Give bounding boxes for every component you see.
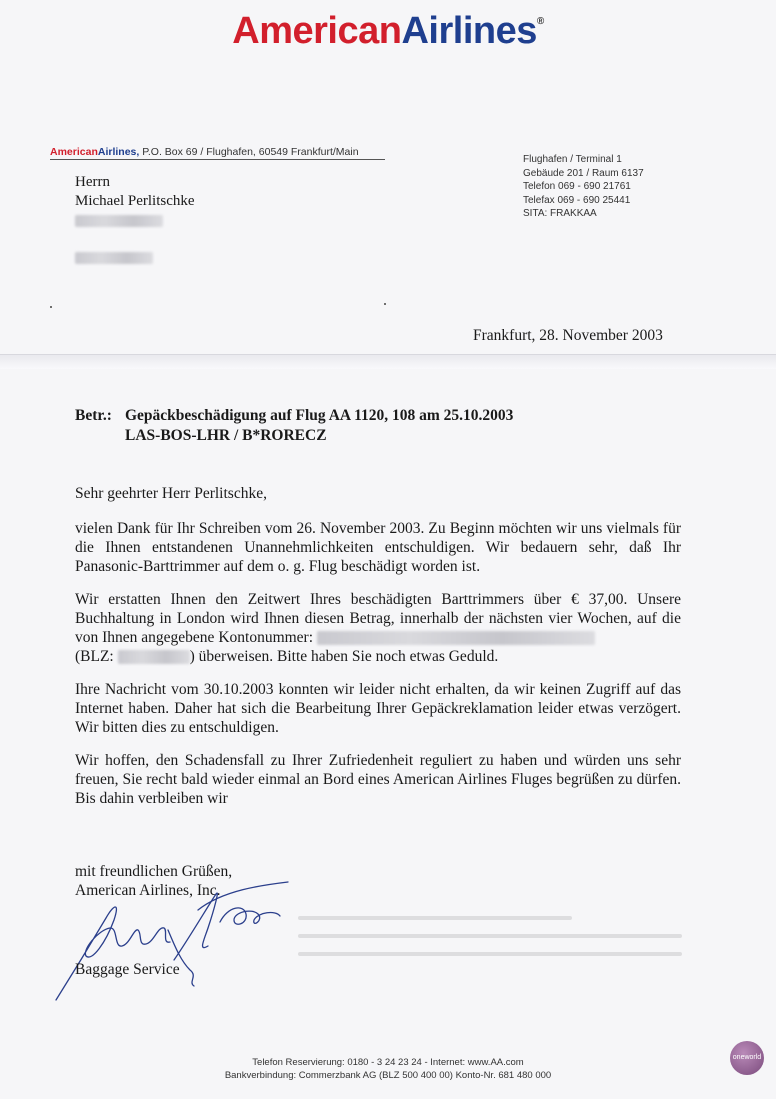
paragraph-1: vielen Dank für Ihr Schreiben vom 26. November 2003. Zu Beginn möchten wir uns vielmals für die Ihnen entstandenen Unannehmlichkeiten entschuldigen. Wir bedauern sehr, daß Ihr Panasonic-Barttrimmer auf dem o. g. Flug beschädigt worden ist. [75, 520, 681, 575]
closing-regards: mit freundlichen Grüßen, [75, 863, 233, 880]
office-info-line: Gebäude 201 / Raum 6137 [523, 167, 644, 179]
paragraph-3: Ihre Nachricht vom 30.10.2003 konnten wir leider nicht erhalten, da wir keinen Zugriff auf das Internet haben. Daher hat sich die Bearbeitung Ihrer Gepäckreklamation leider etwas verzögert. Wir bitten dies zu entschuldigen. [75, 681, 681, 736]
letter-date: Frankfurt, 28. November 2003 [473, 327, 663, 344]
footer-line-1: Telefon Reservierung: 0180 - 3 24 23 24 - Internet: www.AA.com [252, 1057, 524, 1068]
letter-body [75, 484, 681, 822]
subject-block [75, 406, 513, 446]
subject-line-1: Gepäckbeschädigung auf Flug AA 1120, 108 am 25.10.2003 [125, 407, 514, 424]
fold-mark [384, 303, 386, 305]
sender-address-line: AmericanAirlines, P.O. Box 69 / Flughafen, 60549 Frankfurt/Main [50, 146, 385, 160]
recipient-block [75, 173, 195, 267]
recipient-name: Michael Perlitschke [75, 193, 195, 209]
office-info-line: Telefon 069 - 690 21761 [523, 181, 631, 192]
office-info-line: Flughafen / Terminal 1 [523, 154, 622, 165]
closing-company: American Airlines, Inc. [75, 882, 221, 899]
redacted-street [75, 211, 195, 230]
redacted-city [75, 248, 195, 267]
footer [0, 1057, 776, 1082]
office-info-line: Telefax 069 - 690 25441 [523, 194, 631, 206]
oneworld-badge: oneworld [730, 1041, 764, 1075]
fold-mark [50, 306, 52, 308]
sender-address: P.O. Box 69 / Flughafen, 60549 Frankfurt/Main [142, 146, 359, 158]
department-name: Baggage Service [75, 961, 180, 978]
redacted-account-number [317, 631, 595, 645]
american-airlines-logo: AmericanAirlines® [232, 10, 544, 52]
office-info-line: SITA: FRAKKAA [523, 208, 597, 219]
office-info [523, 153, 644, 221]
subject-label: Betr.: [75, 407, 112, 424]
greeting: Sehr geehrter Herr Perlitschke, [75, 485, 267, 502]
handwritten-signature [48, 870, 308, 1010]
redacted-bank-code [118, 650, 190, 664]
paragraph-2: Wir erstatten Ihnen den Zeitwert Ihres beschädigten Barttrimmers über € 37,00. Unsere Buchhaltung in London wird Ihnen diesen Betrag, innerhalb der nächsten vier Wochen, auf die von Ihnen angegebene Kontonummer: (BLZ: ) überweisen. Bitte haben Sie noch etwas Geduld. [75, 591, 681, 665]
recipient-salutation: Herrn [75, 174, 110, 190]
paper-fold [0, 354, 776, 369]
footer-line-2: Bankverbindung: Commerzbank AG (BLZ 500 400 00) Konto-Nr. 681 480 000 [224, 1069, 552, 1081]
subject-line-2: LAS-BOS-LHR / B*RORECZ [125, 427, 327, 444]
paragraph-4: Wir hoffen, den Schadensfall zu Ihrer Zufriedenheit reguliert zu haben und würden uns sehr freuen, Sie recht bald wieder einmal an Bord eines American Airlines Fluges begrüßen zu dürfen. Bis dahin verbleiben wir [75, 752, 681, 807]
show-through-text [290, 910, 690, 970]
